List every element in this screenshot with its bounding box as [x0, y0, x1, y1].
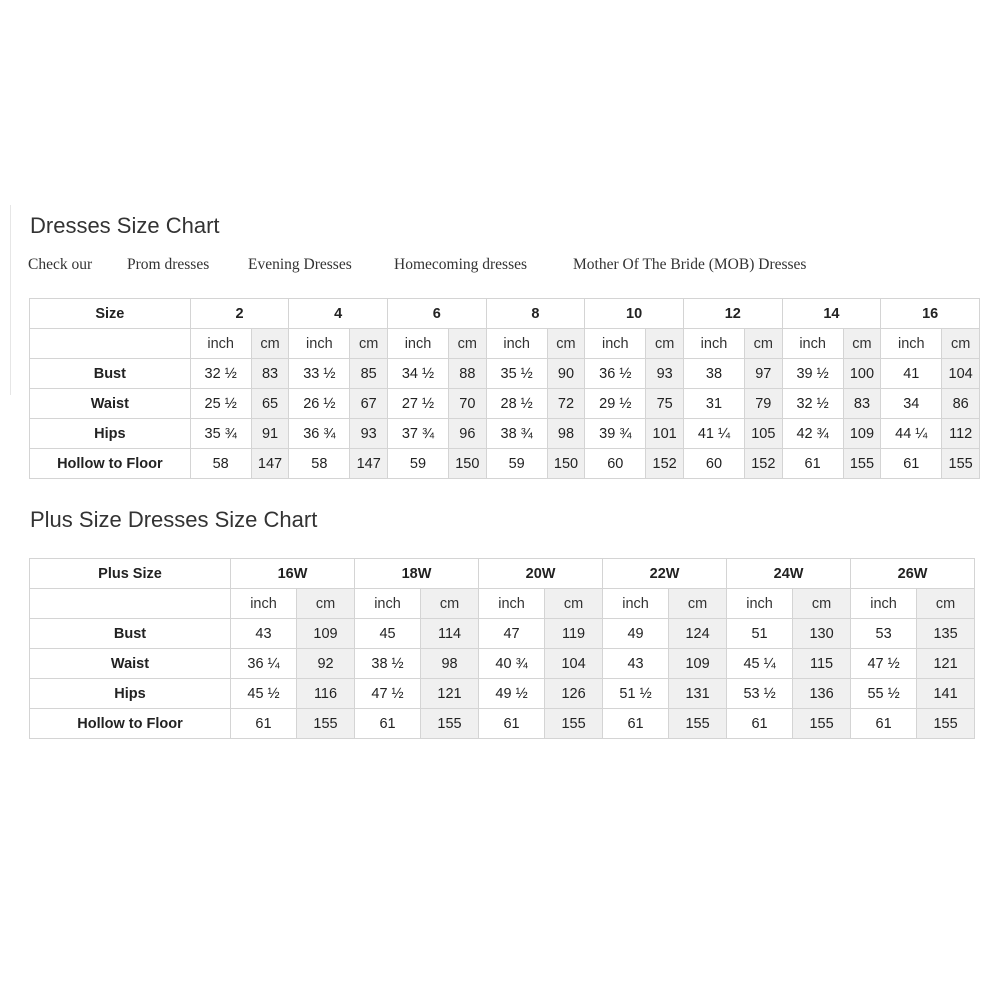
- inch-value-cell: 61: [851, 709, 917, 739]
- dresses-size-table: [29, 298, 980, 479]
- table-row: [30, 449, 980, 479]
- cm-value-cell: 119: [545, 619, 603, 649]
- size-header-cell: 8: [486, 299, 585, 329]
- row-label: Waist: [30, 649, 231, 679]
- cm-value-cell: 141: [917, 679, 975, 709]
- cm-value-cell: 155: [421, 709, 479, 739]
- cm-value-cell: 124: [669, 619, 727, 649]
- inch-value-cell: 36 ½: [585, 359, 646, 389]
- size-header-cell: 26W: [851, 559, 975, 589]
- row-label: Hollow to Floor: [30, 449, 191, 479]
- left-divider: [10, 205, 11, 395]
- inch-value-cell: 34 ½: [387, 359, 448, 389]
- cm-value-cell: 65: [251, 389, 289, 419]
- inch-value-cell: 53 ½: [727, 679, 793, 709]
- inch-value-cell: 43: [231, 619, 297, 649]
- cm-value-cell: 155: [917, 709, 975, 739]
- size-header-cell: 6: [387, 299, 486, 329]
- cm-value-cell: 109: [669, 649, 727, 679]
- size-header-row: [30, 299, 980, 329]
- cm-value-cell: 70: [449, 389, 487, 419]
- cm-value-cell: 88: [449, 359, 487, 389]
- cm-value-cell: 114: [421, 619, 479, 649]
- cm-value-cell: 130: [793, 619, 851, 649]
- unit-inch-cell: inch: [355, 589, 421, 619]
- unit-cm-cell: cm: [297, 589, 355, 619]
- unit-row: [30, 589, 975, 619]
- inch-value-cell: 61: [231, 709, 297, 739]
- row-label: Hips: [30, 419, 191, 449]
- inch-value-cell: 42 ¾: [782, 419, 843, 449]
- inch-value-cell: 41: [881, 359, 942, 389]
- inch-value-cell: 61: [782, 449, 843, 479]
- inch-value-cell: 45: [355, 619, 421, 649]
- size-header-row: [30, 559, 975, 589]
- unit-inch-cell: inch: [585, 329, 646, 359]
- cm-value-cell: 116: [297, 679, 355, 709]
- cm-value-cell: 115: [793, 649, 851, 679]
- cm-value-cell: 112: [942, 419, 980, 449]
- link-prom-dresses[interactable]: Prom dresses: [127, 256, 210, 273]
- row-label: Hollow to Floor: [30, 709, 231, 739]
- cm-value-cell: 90: [547, 359, 585, 389]
- inch-value-cell: 27 ½: [387, 389, 448, 419]
- inch-value-cell: 61: [479, 709, 545, 739]
- cm-value-cell: 152: [744, 449, 782, 479]
- cm-value-cell: 135: [917, 619, 975, 649]
- cm-value-cell: 109: [843, 419, 881, 449]
- inch-value-cell: 61: [355, 709, 421, 739]
- inch-value-cell: 38 ½: [355, 649, 421, 679]
- unit-inch-cell: inch: [479, 589, 545, 619]
- inch-value-cell: 60: [585, 449, 646, 479]
- size-header-cell: 16: [881, 299, 980, 329]
- inch-value-cell: 51 ½: [603, 679, 669, 709]
- cm-value-cell: 86: [942, 389, 980, 419]
- unit-cm-cell: cm: [744, 329, 782, 359]
- inch-value-cell: 39 ¾: [585, 419, 646, 449]
- cm-value-cell: 105: [744, 419, 782, 449]
- inch-value-cell: 47 ½: [851, 649, 917, 679]
- inch-value-cell: 61: [603, 709, 669, 739]
- inch-value-cell: 38: [683, 359, 744, 389]
- unit-cm-cell: cm: [793, 589, 851, 619]
- table-row: [30, 419, 980, 449]
- cm-value-cell: 98: [547, 419, 585, 449]
- row-label: Bust: [30, 619, 231, 649]
- inch-value-cell: 38 ¾: [486, 419, 547, 449]
- cm-value-cell: 147: [350, 449, 388, 479]
- cm-value-cell: 104: [545, 649, 603, 679]
- unit-cm-cell: cm: [942, 329, 980, 359]
- unit-cm-cell: cm: [669, 589, 727, 619]
- inch-value-cell: 40 ¾: [479, 649, 545, 679]
- size-header-cell: 2: [190, 299, 289, 329]
- inch-value-cell: 61: [727, 709, 793, 739]
- inch-value-cell: 55 ½: [851, 679, 917, 709]
- cm-value-cell: 92: [297, 649, 355, 679]
- inch-value-cell: 34: [881, 389, 942, 419]
- inch-value-cell: 47 ½: [355, 679, 421, 709]
- table-row: [30, 679, 975, 709]
- size-header-cell: 4: [289, 299, 388, 329]
- cm-value-cell: 83: [843, 389, 881, 419]
- cm-value-cell: 79: [744, 389, 782, 419]
- cm-value-cell: 93: [350, 419, 388, 449]
- size-label: Size: [30, 299, 191, 329]
- unit-cm-cell: cm: [350, 329, 388, 359]
- table-row: [30, 649, 975, 679]
- plus-size-chart-title: Plus Size Dresses Size Chart: [30, 507, 318, 532]
- cm-value-cell: 75: [646, 389, 684, 419]
- inch-value-cell: 32 ½: [190, 359, 251, 389]
- inch-value-cell: 60: [683, 449, 744, 479]
- size-header-cell: 14: [782, 299, 881, 329]
- size-header-cell: 22W: [603, 559, 727, 589]
- cm-value-cell: 101: [646, 419, 684, 449]
- cm-value-cell: 150: [449, 449, 487, 479]
- cm-value-cell: 147: [251, 449, 289, 479]
- cm-value-cell: 67: [350, 389, 388, 419]
- cm-value-cell: 96: [449, 419, 487, 449]
- inch-value-cell: 59: [387, 449, 448, 479]
- unit-inch-cell: inch: [881, 329, 942, 359]
- inch-value-cell: 25 ½: [190, 389, 251, 419]
- unit-cm-cell: cm: [646, 329, 684, 359]
- table-row: [30, 709, 975, 739]
- unit-inch-cell: inch: [683, 329, 744, 359]
- inch-value-cell: 59: [486, 449, 547, 479]
- inch-value-cell: 45 ¼: [727, 649, 793, 679]
- inch-value-cell: 29 ½: [585, 389, 646, 419]
- inch-value-cell: 32 ½: [782, 389, 843, 419]
- size-header-cell: 10: [585, 299, 684, 329]
- size-header-cell: 20W: [479, 559, 603, 589]
- link-homecoming-dresses[interactable]: Homecoming dresses: [394, 256, 528, 273]
- inch-value-cell: 49 ½: [479, 679, 545, 709]
- table-row: [30, 619, 975, 649]
- cm-value-cell: 155: [942, 449, 980, 479]
- inch-value-cell: 35 ¾: [190, 419, 251, 449]
- cm-value-cell: 155: [545, 709, 603, 739]
- inch-value-cell: 43: [603, 649, 669, 679]
- inch-value-cell: 51: [727, 619, 793, 649]
- unit-inch-cell: inch: [486, 329, 547, 359]
- cm-value-cell: 98: [421, 649, 479, 679]
- inch-value-cell: 28 ½: [486, 389, 547, 419]
- unit-cm-cell: cm: [547, 329, 585, 359]
- dresses-size-chart-title: Dresses Size Chart: [30, 213, 220, 238]
- inch-value-cell: 36 ¾: [289, 419, 350, 449]
- unit-cm-cell: cm: [251, 329, 289, 359]
- size-header-cell: 16W: [231, 559, 355, 589]
- cm-value-cell: 97: [744, 359, 782, 389]
- cm-value-cell: 155: [843, 449, 881, 479]
- inch-value-cell: 61: [881, 449, 942, 479]
- cm-value-cell: 104: [942, 359, 980, 389]
- unit-cm-cell: cm: [421, 589, 479, 619]
- cm-value-cell: 91: [251, 419, 289, 449]
- cm-value-cell: 155: [297, 709, 355, 739]
- inch-value-cell: 39 ½: [782, 359, 843, 389]
- cm-value-cell: 121: [917, 649, 975, 679]
- unit-inch-cell: inch: [782, 329, 843, 359]
- inch-value-cell: 49: [603, 619, 669, 649]
- inch-value-cell: 35 ½: [486, 359, 547, 389]
- cm-value-cell: 136: [793, 679, 851, 709]
- inch-value-cell: 31: [683, 389, 744, 419]
- cm-value-cell: 85: [350, 359, 388, 389]
- size-header-cell: 24W: [727, 559, 851, 589]
- inch-value-cell: 58: [190, 449, 251, 479]
- cm-value-cell: 93: [646, 359, 684, 389]
- cm-value-cell: 152: [646, 449, 684, 479]
- unit-cm-cell: cm: [545, 589, 603, 619]
- table-row: [30, 359, 980, 389]
- unit-inch-cell: inch: [231, 589, 297, 619]
- inch-value-cell: 53: [851, 619, 917, 649]
- inch-value-cell: 33 ½: [289, 359, 350, 389]
- size-label: Plus Size: [30, 559, 231, 589]
- unit-cm-cell: cm: [843, 329, 881, 359]
- cm-value-cell: 126: [545, 679, 603, 709]
- unit-row-blank: [30, 329, 191, 359]
- cm-value-cell: 131: [669, 679, 727, 709]
- row-label: Hips: [30, 679, 231, 709]
- unit-inch-cell: inch: [603, 589, 669, 619]
- inch-value-cell: 41 ¼: [683, 419, 744, 449]
- inch-value-cell: 26 ½: [289, 389, 350, 419]
- cm-value-cell: 100: [843, 359, 881, 389]
- link-check-our: Check our: [28, 256, 93, 273]
- cm-value-cell: 155: [793, 709, 851, 739]
- unit-row: [30, 329, 980, 359]
- row-label: Bust: [30, 359, 191, 389]
- unit-cm-cell: cm: [917, 589, 975, 619]
- cm-value-cell: 150: [547, 449, 585, 479]
- link-evening-dresses[interactable]: Evening Dresses: [248, 256, 352, 273]
- cm-value-cell: 83: [251, 359, 289, 389]
- unit-inch-cell: inch: [727, 589, 793, 619]
- link-mob-dresses[interactable]: Mother Of The Bride (MOB) Dresses: [573, 256, 807, 273]
- cm-value-cell: 155: [669, 709, 727, 739]
- unit-inch-cell: inch: [289, 329, 350, 359]
- cm-value-cell: 72: [547, 389, 585, 419]
- unit-row-blank: [30, 589, 231, 619]
- unit-cm-cell: cm: [449, 329, 487, 359]
- plus-size-table: [29, 558, 975, 739]
- unit-inch-cell: inch: [387, 329, 448, 359]
- inch-value-cell: 37 ¾: [387, 419, 448, 449]
- inch-value-cell: 58: [289, 449, 350, 479]
- table-row: [30, 389, 980, 419]
- unit-inch-cell: inch: [851, 589, 917, 619]
- inch-value-cell: 36 ¼: [231, 649, 297, 679]
- inch-value-cell: 44 ¼: [881, 419, 942, 449]
- row-label: Waist: [30, 389, 191, 419]
- size-header-cell: 12: [683, 299, 782, 329]
- inch-value-cell: 45 ½: [231, 679, 297, 709]
- cm-value-cell: 121: [421, 679, 479, 709]
- size-header-cell: 18W: [355, 559, 479, 589]
- cm-value-cell: 109: [297, 619, 355, 649]
- unit-inch-cell: inch: [190, 329, 251, 359]
- inch-value-cell: 47: [479, 619, 545, 649]
